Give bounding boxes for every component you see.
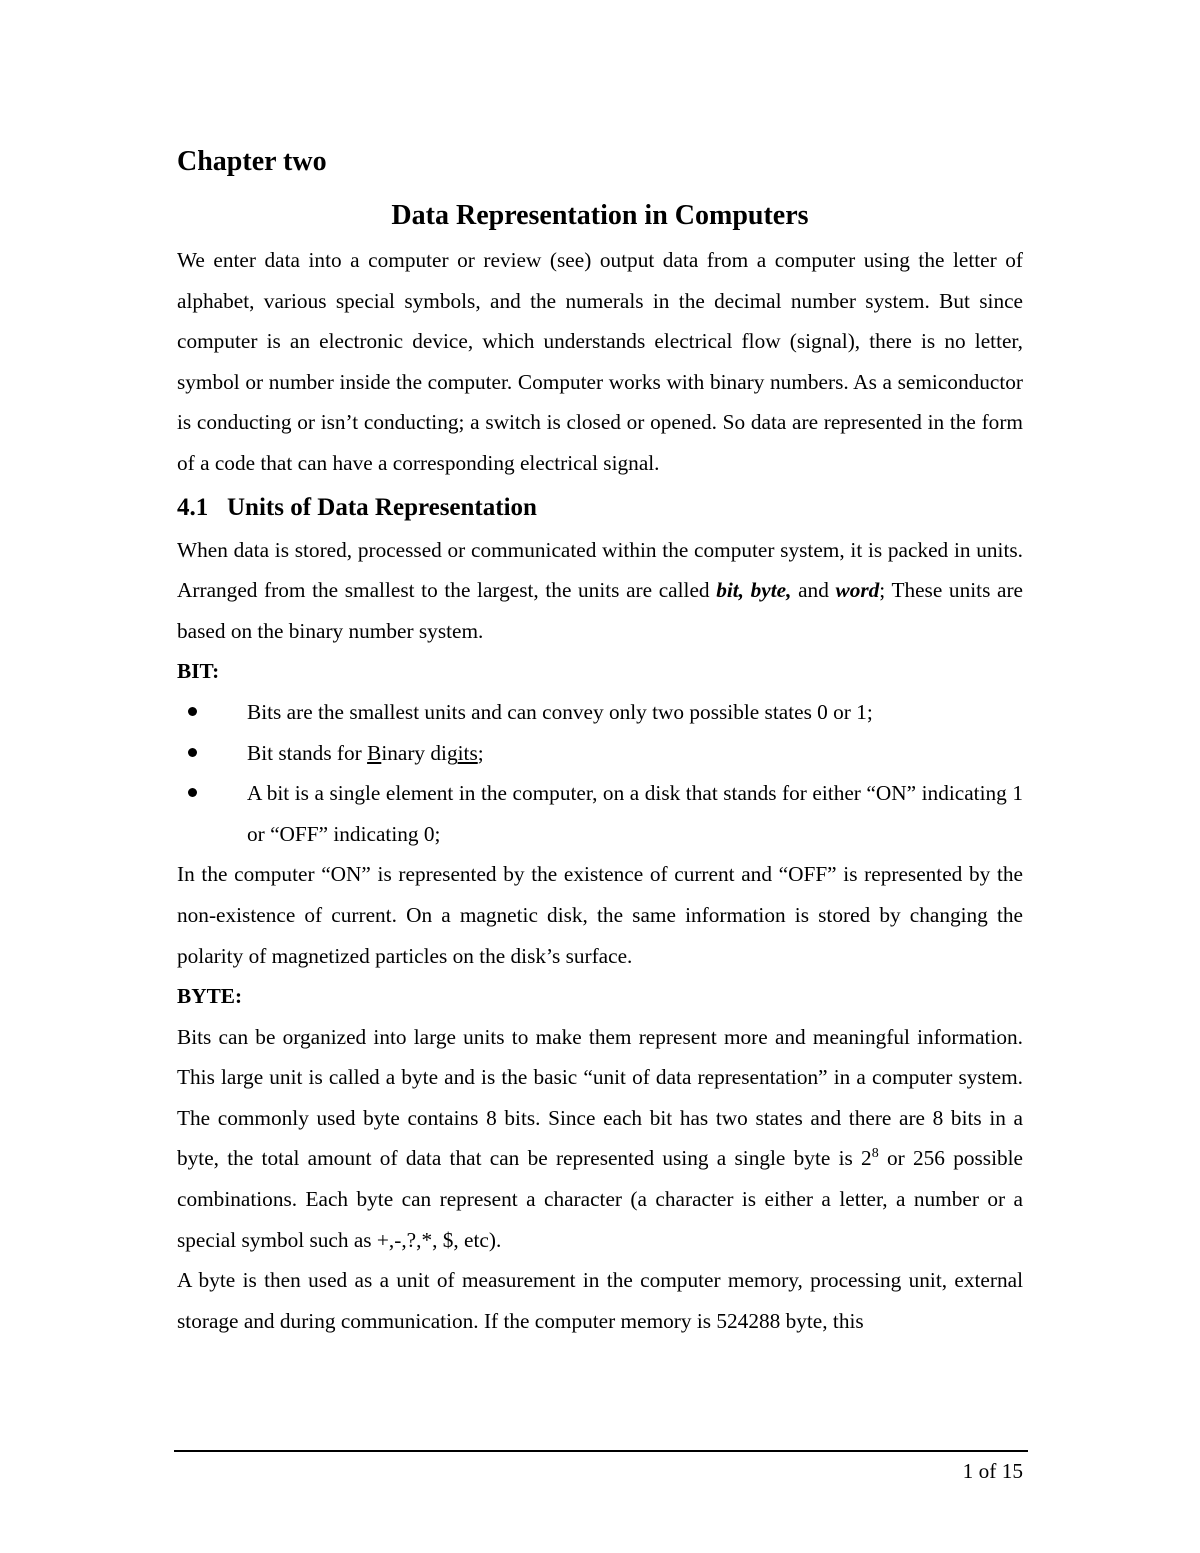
page-number: 1 of 15: [962, 1459, 1023, 1483]
bullet-text: Bits are the smallest units and can convey only two possible states 0 or 1;: [247, 699, 873, 724]
bit-bullet-list: [177, 692, 1023, 854]
section-title: Units of Data Representation: [227, 493, 537, 521]
bullet-icon: [188, 788, 197, 797]
measure-paragraph: A byte is then used as a unit of measurement in the computer memory, processing unit, external storage and during communication. If the computer memory is 524288 byte, this: [177, 1268, 1023, 1333]
units-text-1: When data is stored, processed or communicated within the computer system, it is packed in units. Arranged from the smallest to the largest, the units are called: [177, 537, 1023, 603]
section-heading: [177, 486, 1023, 530]
page-content: [177, 140, 1023, 1341]
list-item: [177, 692, 1023, 733]
byte-heading: BYTE:: [177, 984, 243, 1009]
bullet-icon: [188, 748, 197, 757]
bit-heading: BIT:: [177, 659, 220, 684]
underlined-its: its: [457, 740, 478, 765]
bullet-text: A bit is a single element in the computer, on a disk that stands for either “ON” indicating 1 or “OFF” indicating 0;: [247, 781, 1023, 846]
list-item: [177, 773, 1023, 854]
section-number: 4.1: [177, 493, 209, 521]
chapter-title: Chapter two: [177, 146, 327, 177]
bullet-icon: [188, 707, 197, 716]
exponent: 8: [871, 1146, 879, 1162]
byte-text-2: or 256 possible combinations. Each byte can represent a character (a character is either a letter, a number or a special symbol such as +,-,?,*, $, etc).: [177, 1146, 1023, 1252]
list-item: [177, 733, 1023, 774]
main-title: Data Representation in Computers: [391, 200, 809, 231]
term-byte: byte,: [750, 578, 792, 603]
units-paragraph: [177, 530, 1023, 652]
byte-text-1: Bits can be organized into large units to make them represent more and meaningful information. This large unit is called a byte and is the basic “unit of data representation” in a computer system. The commonly used byte contains 8 bits. Since each bit has two states and there are 8 bits in a byte, the total amount of data that can be represented using a single byte is 2: [177, 1024, 1023, 1171]
bullet-text-mid: inary dig: [381, 740, 458, 765]
bullet-text-pre: Bit stands for: [247, 740, 368, 765]
underlined-letter: B: [367, 740, 382, 765]
byte-paragraph: [177, 1017, 1023, 1261]
bit-paragraph: In the computer “ON” is represented by the existence of current and “OFF” is represented by the non-existence of current. On a magnetic disk, the same information is stored by changing the polarity of magnetized particles on the disk’s surface.: [177, 862, 1023, 968]
term-word: word: [835, 578, 880, 603]
bullet-text-end: ;: [477, 740, 484, 765]
footer-divider: [174, 1450, 1028, 1452]
bullet-text: [247, 741, 484, 765]
units-and: and: [791, 578, 836, 603]
units-text-2: ; These units are based on the binary number system.: [177, 578, 1023, 643]
term-bit: bit,: [716, 578, 745, 603]
intro-paragraph: We enter data into a computer or review (see) output data from a computer using the letter of alphabet, various special symbols, and the numerals in the decimal number system. But since computer is an electronic device, which understands electrical flow (signal), there is no letter, symbol or number inside the computer. Computer works with binary numbers. As a semiconductor is conducting or isn’t conducting; a switch is closed or opened. So data are represented in the form of a code that can have a corresponding electrical signal.: [177, 248, 1023, 475]
